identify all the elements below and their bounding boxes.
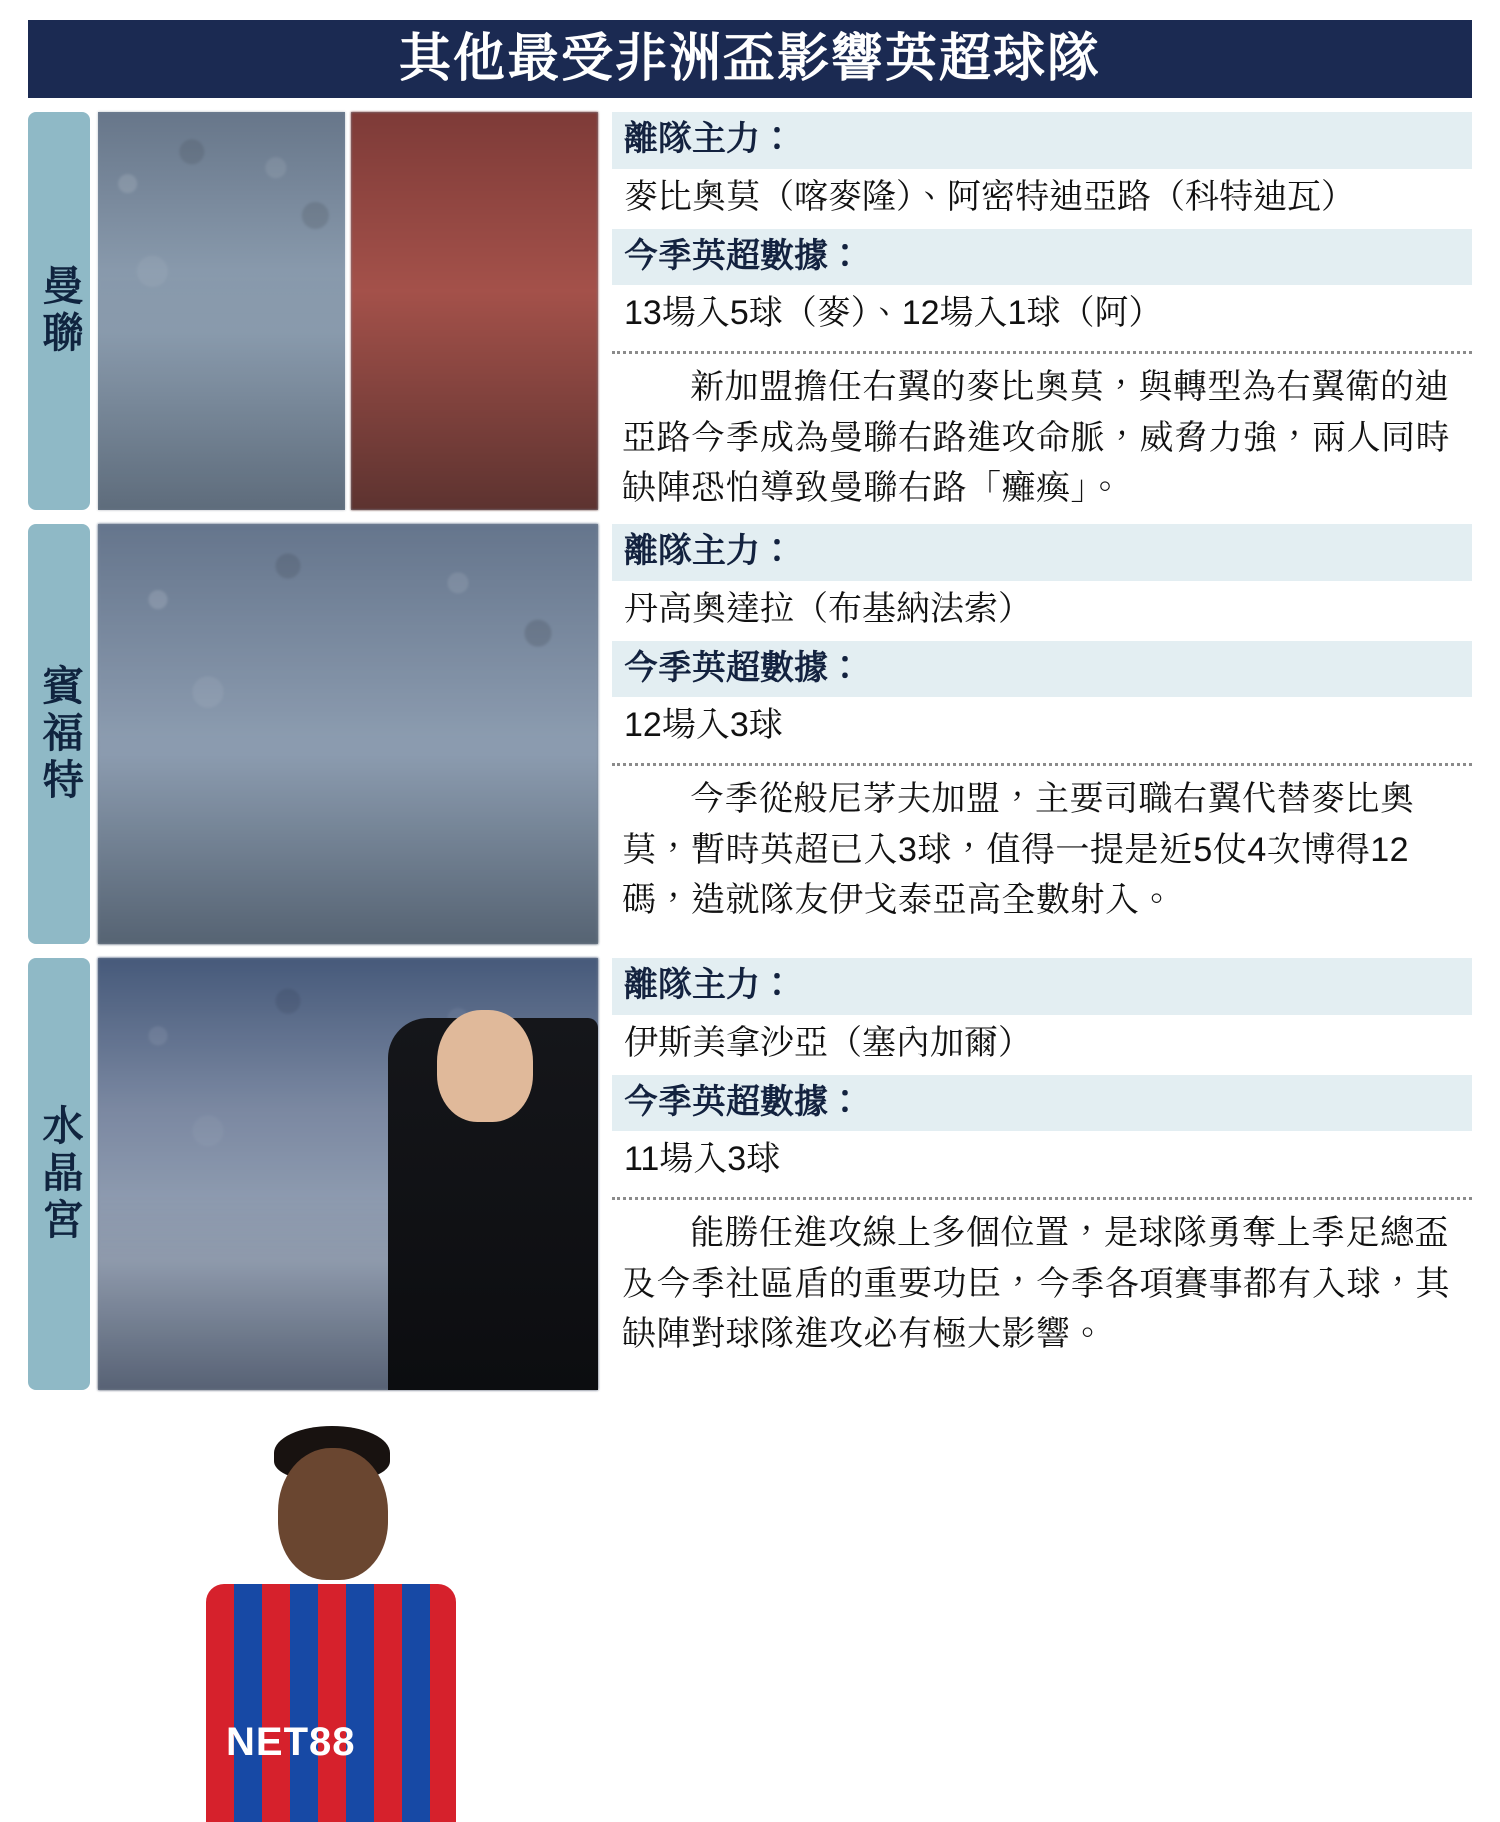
team-info-0 (612, 112, 1472, 510)
team-info-1 (612, 524, 1472, 944)
team-description: 能勝任進攻線上多個位置，是球隊勇奪上季足總盃及今季社區盾的重要功臣，今季各項賽事都有入球，其缺陣對球隊進攻必有極大影響。 (622, 1214, 1450, 1353)
player-photo-sarr (98, 958, 598, 1764)
section-divider (612, 1197, 1472, 1200)
team-row (28, 524, 1472, 944)
team-tab-1 (28, 524, 90, 944)
stats-value: 12場入3球 (624, 706, 783, 745)
departing-label: 離隊主力： (612, 524, 1472, 581)
departing-value: 麥比奧莫（喀麥隆）、阿密特迪亞路（科特迪瓦） (624, 177, 1355, 216)
player-photo-ouattara (98, 524, 598, 944)
team-info-2 (612, 958, 1472, 1390)
team-tab-2 (28, 958, 90, 1390)
stats-value: 13場入5球（麥）、12場入1球（阿） (624, 294, 1163, 333)
stats-value: 11場入3球 (624, 1140, 781, 1179)
stats-label: 今季英超數據： (612, 641, 1472, 698)
team-description: 新加盟擔任右翼的麥比奧莫，與轉型為右翼衛的迪亞路今季成為曼聯右路進攻命脈，威脅力強，兩人同時缺陣恐怕導致曼聯右路「癱瘓」。 (622, 368, 1450, 507)
photo-crowd (98, 112, 345, 510)
team-photos-0 (98, 112, 598, 510)
stats-label: 今季英超數據： (612, 229, 1472, 286)
page-title: 其他最受非洲盃影響英超球隊 (398, 30, 1101, 88)
team-photos-2 (98, 958, 598, 1764)
kit-sponsor-text: NET88 (226, 1720, 356, 1764)
player-photo-mbeumo (98, 112, 345, 510)
departing-value: 伊斯美拿沙亞（塞內加爾） (624, 1023, 1032, 1062)
team-name: 賓福特 (36, 663, 83, 805)
team-photos-1 (98, 524, 598, 944)
team-name: 水晶宮 (36, 1103, 83, 1245)
player-photo-diallo (351, 112, 598, 510)
team-name: 曼聯 (36, 264, 83, 358)
team-description: 今季從般尼茅夫加盟，主要司職右翼代替麥比奧莫，暫時英超已入3球，值得一提是近5仗4次博得12碼，造就隊友伊戈泰亞高全數射入。 (622, 780, 1415, 919)
section-divider (612, 763, 1472, 766)
referee-head (437, 1010, 533, 1122)
stats-label: 今季英超數據： (612, 1075, 1472, 1132)
departing-label: 離隊主力： (612, 112, 1472, 169)
team-row (28, 112, 1472, 510)
team-row (28, 958, 1472, 1764)
photo-crowd (98, 524, 598, 944)
team-tab-0 (28, 112, 90, 510)
departing-label: 離隊主力： (612, 958, 1472, 1015)
photo-background (351, 112, 598, 510)
page-title-bar (28, 20, 1472, 98)
departing-value: 丹高奧達拉（布基納法索） (624, 589, 1032, 628)
section-divider (612, 351, 1472, 354)
